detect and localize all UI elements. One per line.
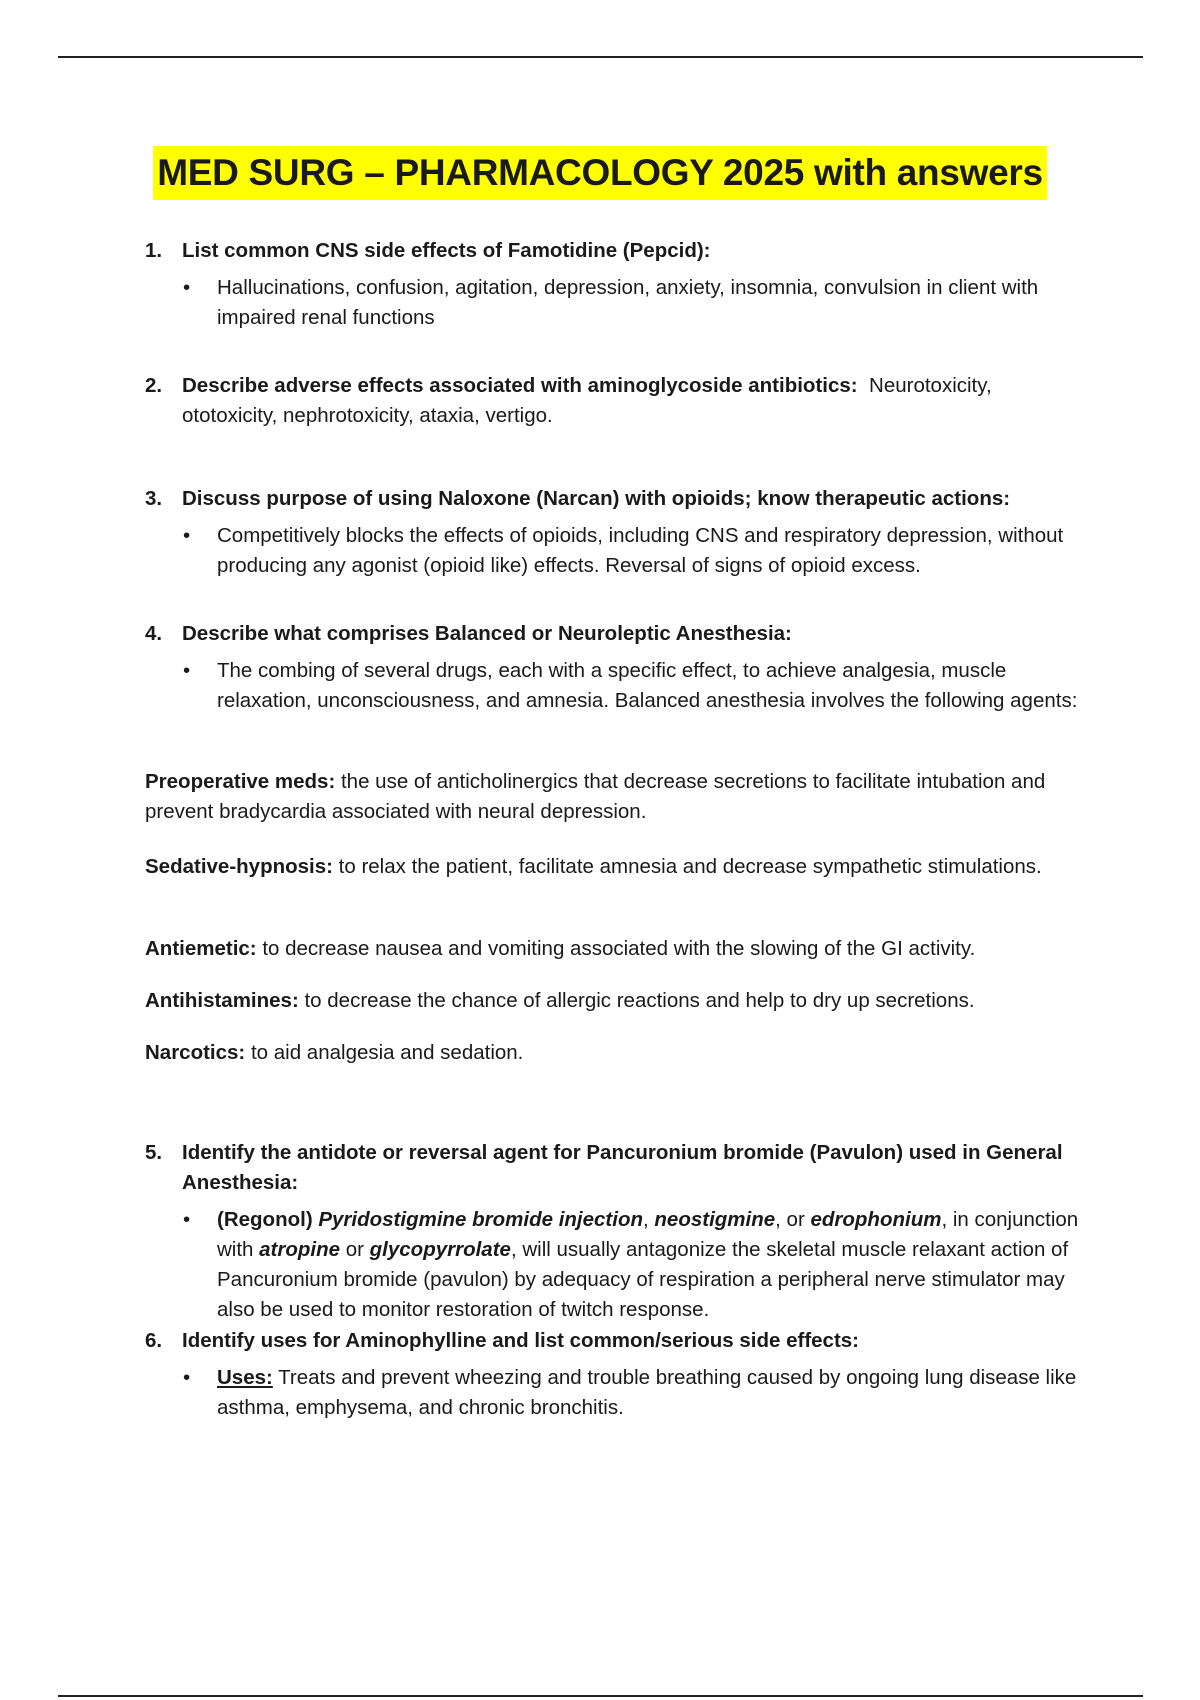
page-title: MED SURG – PHARMACOLOGY 2025 with answers xyxy=(153,146,1047,200)
answer-4 xyxy=(145,656,1085,716)
answer-3 xyxy=(145,521,1085,581)
question-3 xyxy=(145,484,1085,514)
answer-1 xyxy=(145,273,1085,333)
question-text: Identify the antidote or reversal agent for Pancuronium bromide (Pavulon) used in General Anesthesia: xyxy=(182,1141,1063,1194)
bottom-rule xyxy=(58,1695,1143,1697)
question-text: Identify uses for Aminophylline and list common/serious side effects: xyxy=(182,1329,860,1352)
answer-part: neostigmine xyxy=(654,1208,776,1231)
agent-text: to relax the patient, facilitate amnesia and decrease sympathetic stimulations. xyxy=(332,855,1042,878)
bullet-icon: • xyxy=(183,1208,191,1231)
question-text: Describe adverse effects associated with aminoglycoside antibiotics: xyxy=(182,374,858,397)
answer-text: Neurotoxicity, ototoxicity, nephrotoxicity, ataxia, vertigo. xyxy=(182,374,992,427)
answer-part: , or xyxy=(775,1208,811,1231)
agent-sedative xyxy=(145,852,1085,882)
question-2 xyxy=(145,371,1085,431)
answer-part: , will usually antagonize the skeletal muscle relaxant action of Pancuronium bromide (pavulon) by adequacy of respiration a peripheral nerve stimulator may also be used to monitor restoration of twitch response. xyxy=(217,1238,1069,1321)
question-1 xyxy=(145,236,1085,266)
agent-preoperative xyxy=(145,767,1085,827)
question-text: Discuss purpose of using Naloxone (Narcan) with opioids; know therapeutic actions: xyxy=(182,487,1011,510)
answer-part: atropine xyxy=(259,1238,341,1261)
agent-antiemetic xyxy=(145,934,1085,964)
agent-text: to aid analgesia and sedation. xyxy=(245,1041,524,1064)
answer-part: , xyxy=(643,1208,655,1231)
question-4 xyxy=(145,619,1085,649)
answer-part: (Regonol) xyxy=(217,1208,313,1231)
agent-label: Sedative-hypnosis: xyxy=(145,855,333,878)
answer-part: glycopyrrolate xyxy=(369,1238,511,1261)
answer-part: , in conjunction with xyxy=(217,1208,1079,1261)
agent-text: to decrease the chance of allergic reactions and help to dry up secretions. xyxy=(298,989,975,1012)
answer-part: Pyridostigmine bromide injection xyxy=(318,1208,643,1231)
question-number: 2. xyxy=(145,374,163,397)
answer-text xyxy=(217,1363,1085,1423)
question-text: List common CNS side effects of Famotidine (Pepcid): xyxy=(182,239,711,262)
question-5 xyxy=(145,1138,1085,1198)
answer-text xyxy=(217,1205,1085,1325)
answer-part: edrophonium xyxy=(810,1208,942,1231)
question-number: 1. xyxy=(145,239,163,262)
agent-label: Antihistamines: xyxy=(145,989,299,1012)
question-6 xyxy=(145,1326,1085,1356)
title-container xyxy=(0,146,1200,200)
agent-antihistamines xyxy=(145,986,1085,1016)
question-number: 5. xyxy=(145,1141,163,1164)
question-number: 6. xyxy=(145,1329,163,1352)
agent-label: Antiemetic: xyxy=(145,937,257,960)
agent-label: Preoperative meds: xyxy=(145,770,336,793)
answer-part: or xyxy=(340,1238,370,1261)
uses-label: Uses: xyxy=(217,1366,273,1389)
agent-label: Narcotics: xyxy=(145,1041,246,1064)
answer-6 xyxy=(145,1363,1085,1423)
agent-narcotics xyxy=(145,1038,1085,1068)
bullet-icon: • xyxy=(183,659,191,682)
question-number: 3. xyxy=(145,487,163,510)
answer-text: The combing of several drugs, each with a specific effect, to achieve analgesia, muscle relaxation, unconsciousness, and amnesia. Balanced anesthesia involves the following agents: xyxy=(217,659,1078,712)
answer-5 xyxy=(145,1205,1085,1325)
answer-text: Competitively blocks the effects of opioids, including CNS and respiratory depression, without producing any agonist (opioid like) effects. Reversal of signs of opioid excess. xyxy=(217,524,1064,577)
question-number: 4. xyxy=(145,622,163,645)
question-text: Describe what comprises Balanced or Neuroleptic Anesthesia: xyxy=(182,622,792,645)
uses-text: Treats and prevent wheezing and trouble breathing caused by ongoing lung disease like asthma, emphysema, and chronic bronchitis. xyxy=(217,1366,1077,1419)
bullet-icon: • xyxy=(183,276,191,299)
agent-text: the use of anticholinergics that decrease secretions to facilitate intubation and prevent bradycardia associated with neural depression. xyxy=(145,770,1046,823)
agent-text: to decrease nausea and vomiting associated with the slowing of the GI activity. xyxy=(256,937,976,960)
top-rule xyxy=(58,56,1143,58)
bullet-icon: • xyxy=(183,1366,191,1389)
bullet-icon: • xyxy=(183,524,191,547)
answer-text: Hallucinations, confusion, agitation, depression, anxiety, insomnia, convulsion in client with impaired renal functions xyxy=(217,276,1039,329)
